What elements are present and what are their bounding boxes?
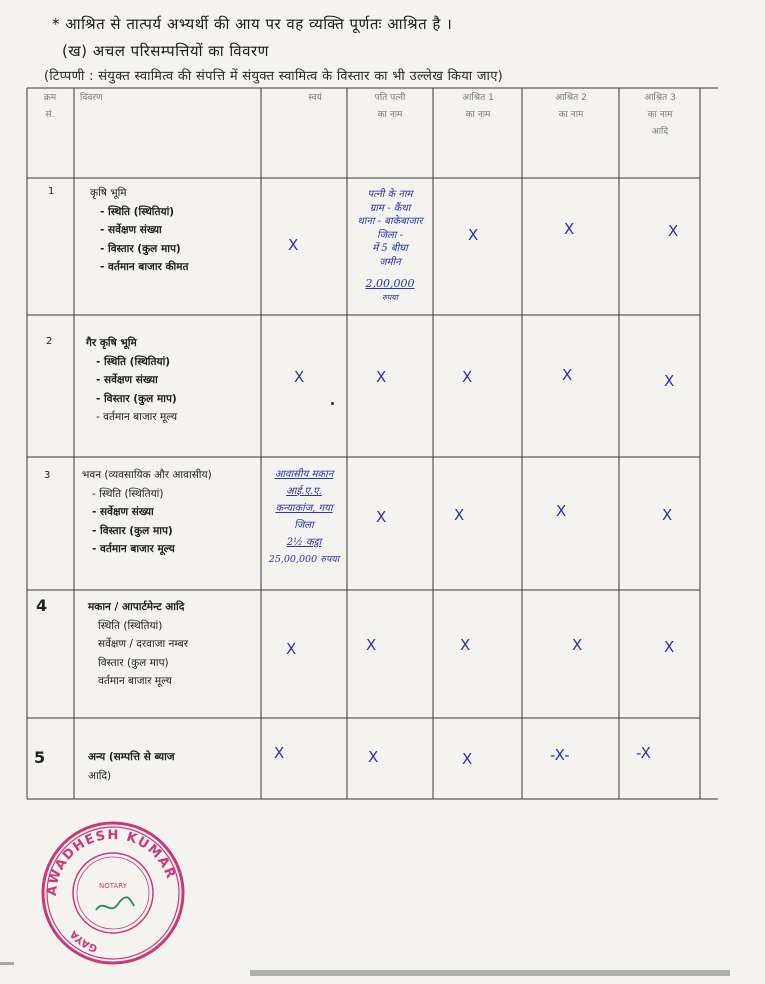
col-header-dependent-1: आश्रित 1 का नाम	[462, 93, 494, 120]
row-5-dep3-cross: -X	[636, 744, 651, 762]
row-3-dep2-cross: X	[556, 502, 567, 520]
stamp-inner: NOTARY	[99, 882, 127, 890]
row-2-dep2-cross: X	[562, 366, 573, 384]
row-1-dep3-cross: X	[668, 222, 679, 240]
row-3-dep1-cross: X	[454, 506, 465, 524]
row-3-self-handwritten: आवासीय मकान आई.ए.ए. कन्याकांज, गया जिला 2½ कट्ठा 25,00,000 रुपया	[268, 469, 340, 565]
row-1-self-cross: X	[288, 236, 299, 254]
row-4-dep1-cross: X	[460, 636, 471, 654]
scan-artifact	[250, 970, 730, 976]
section-title: (ख) अचल परिसम्पत्तियों का विवरण	[62, 42, 269, 60]
row-4-self-cross: X	[286, 640, 297, 658]
notary-stamp	[38, 818, 188, 968]
row-3-sn: 3	[44, 470, 51, 481]
footnote-dependent: * आश्रित से तात्पर्य अभ्यर्थी की आय पर वह व्यक्ति पूर्णतः आश्रित है ।	[52, 15, 453, 33]
row-5-dep2-cross: -X-	[550, 746, 570, 764]
row-4-description: मकान / आपार्टमेन्ट आदि स्थिति (स्थितियां) सर्वेक्षण / दरवाजा नम्बर विस्तार (कुल माप) वर्तमान बाजार मूल्य	[88, 601, 189, 687]
row-4-sn: 4	[36, 596, 48, 615]
col-header-self: स्वयं	[308, 93, 322, 103]
row-3-description: भवन (व्यवसायिक और आवासीय) - स्थिति (स्थितियां) - सर्वेक्षण संख्या - विस्तार (कुल माप) - वर्तमान बाजार मूल्य	[82, 469, 212, 555]
signature-scribble	[96, 897, 134, 910]
row-4-dep2-cross: X	[572, 636, 583, 654]
row-2-sn: 2	[46, 336, 53, 347]
row-5-self-cross: X	[274, 744, 285, 762]
col-header-sn: क्रम सं.	[43, 93, 57, 120]
row-2-spouse-cross: X	[376, 368, 387, 386]
row-5-dep1-cross: X	[462, 750, 473, 768]
row-1-dep2-cross: X	[564, 220, 575, 238]
row-3-dep3-cross: X	[662, 506, 673, 524]
scan-artifact	[0, 962, 14, 965]
row-5-sn: 5	[34, 748, 46, 767]
row-2-dep3-cross: X	[664, 372, 675, 390]
row-2-description: गैर कृषि भूमि - स्थिति (स्थितियां) - सर्वेक्षण संख्या - विस्तार (कुल माप) - वर्तमान बाजार मूल्य	[86, 337, 178, 423]
row-2-dot	[331, 402, 334, 405]
col-header-description: विवरण	[80, 93, 103, 103]
row-1-description: कृषि भूमि - स्थिति (स्थितियां) - सर्वेक्षण संख्या - विस्तार (कुल माप) - वर्तमान बाजार कीमत	[90, 187, 189, 273]
row-5-spouse-cross: X	[368, 748, 379, 766]
row-5-description: अन्य (सम्पत्ति से ब्याज आदि)	[88, 751, 175, 782]
col-header-dependent-3: आश्रित 3 का नाम आदि	[644, 93, 676, 137]
row-1-dep1-cross: X	[468, 226, 479, 244]
stamp-place: GAYA	[68, 927, 100, 954]
table-note: (टिप्पणी : संयुक्त स्वामित्व की संपत्ति में संयुक्त स्वामित्व के विस्तार का भी उल्लेख किया जाए)	[44, 69, 504, 84]
row-1-sn: 1	[48, 186, 55, 197]
col-header-dependent-2: आश्रित 2 का नाम	[555, 93, 587, 120]
row-2-self-cross: X	[294, 368, 305, 386]
row-2-dep1-cross: X	[462, 368, 473, 386]
row-3-spouse-cross: X	[376, 508, 387, 526]
row-4-spouse-cross: X	[366, 636, 377, 654]
col-header-spouse: पति पत्नी का नाम	[374, 93, 406, 120]
row-4-dep3-cross: X	[664, 638, 675, 656]
stamp-name: AWADHESH KUMAR	[44, 827, 179, 897]
row-1-spouse-handwritten: पत्नी के नाम ग्राम - कैंथा थाना - बाकेबाजार जिला - में 5 बीघा जमीन 2,00,000 रुपया	[357, 189, 423, 302]
